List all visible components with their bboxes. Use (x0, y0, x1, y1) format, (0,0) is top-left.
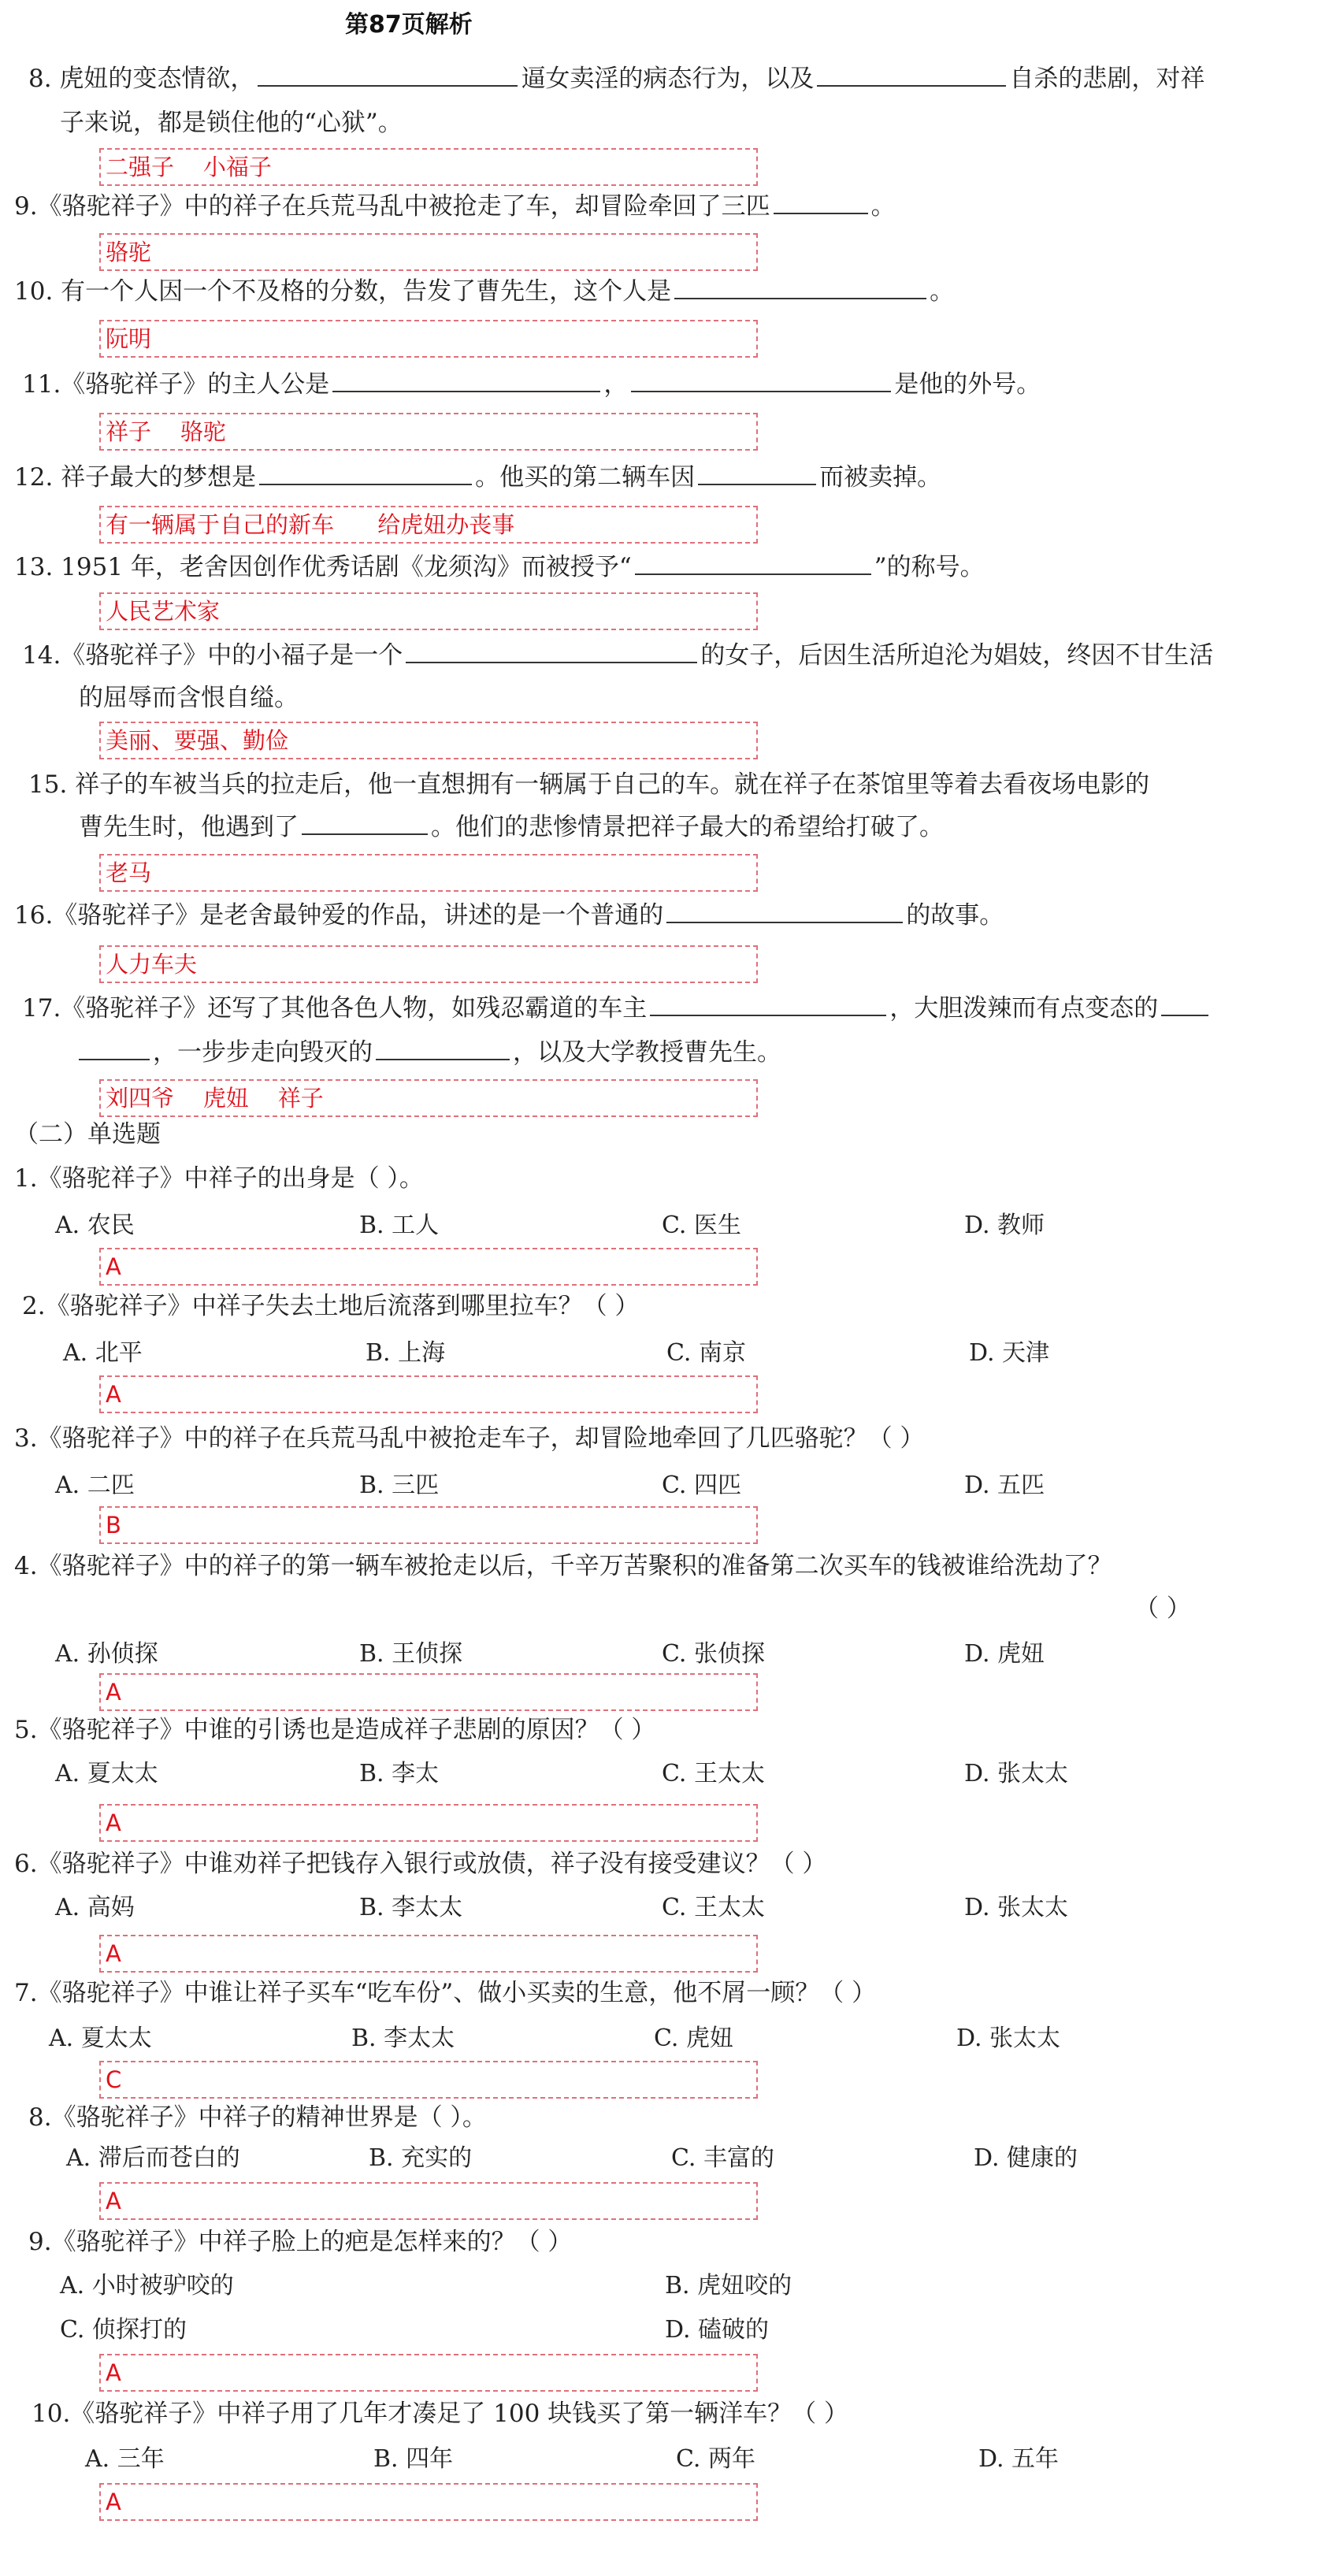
answer-box: 老马 (99, 854, 758, 892)
question-text: 。他买的第二辆车因 (475, 463, 696, 492)
answer-box: A (99, 1673, 758, 1711)
answer-box: 人民艺术家 (99, 592, 758, 630)
answer-box: A (99, 1248, 758, 1286)
question-text: 的故事。 (906, 901, 1004, 930)
question-text: 自杀的悲剧，对祥 (1009, 65, 1205, 93)
question-text: 15. 祥子的车被当兵的拉走后，他一直想拥有一辆属于自己的车。就在祥子在茶馆里等着去看夜场电影的 (28, 770, 1150, 799)
answer-box: A (99, 2182, 758, 2220)
answer-paren: （ ） (1134, 1594, 1191, 1623)
option-c: C. 王太太 (662, 1894, 765, 1921)
question-text: 12. 祥子最大的梦想是 (14, 463, 257, 492)
answer-blank (666, 900, 903, 923)
option-c: C. 侦探打的 (60, 2316, 187, 2344)
choice-question-9: 9.《骆驼祥子》中祥子脸上的疤是怎样来的？（ ） (28, 2228, 573, 2256)
answer-box: 骆驼 (99, 233, 758, 271)
answer-box: A (99, 2354, 758, 2392)
answer-blank (302, 811, 428, 835)
choice-question-7: 7.《骆驼祥子》中谁让祥子买车“吃车份”、做小买卖的生意，他不屑一顾？（ ） (14, 1979, 877, 2007)
answer-blank (698, 462, 816, 485)
answer-blank (631, 369, 891, 392)
option-a: A. 夏太太 (55, 1760, 158, 1787)
option-a: A. 滞后而苍白的 (66, 2144, 240, 2172)
option-c: C. 南京 (666, 1339, 746, 1367)
question-text: ，一步步走向毁灭的 (153, 1038, 373, 1067)
answer-blank (406, 640, 697, 663)
option-d: D. 张太太 (964, 1760, 1069, 1787)
question-10 (14, 276, 954, 307)
answer-box: 刘四爷 虎妞 祥子 (99, 1079, 758, 1117)
option-c: C. 虎妞 (654, 2025, 733, 2052)
question-9 (14, 191, 896, 222)
answer-box: A (99, 1375, 758, 1413)
question-text: 。 (930, 277, 955, 306)
question-text: 而被卖掉。 (819, 463, 942, 492)
question-17-line-2 (79, 1037, 781, 1068)
option-a: A. 夏太太 (49, 2025, 152, 2052)
option-b: B. 上海 (366, 1339, 446, 1367)
answer-box: A (99, 1804, 758, 1842)
option-c: C. 王太太 (662, 1760, 765, 1787)
answer-blank (1161, 993, 1208, 1016)
answer-box: 二强子 小福子 (99, 148, 758, 186)
choice-question-10: 10.《骆驼祥子》中祥子用了几年才凑足了 100 块钱买了第一辆洋车？（ ） (32, 2400, 849, 2428)
answer-box: 祥子 骆驼 (99, 413, 758, 451)
option-b: B. 李太 (359, 1760, 440, 1787)
option-d: D. 磕破的 (665, 2316, 770, 2344)
option-d: D. 健康的 (974, 2144, 1078, 2172)
question-text: 是他的外号。 (894, 370, 1041, 399)
answer-blank (774, 191, 868, 214)
answer-box: A (99, 2483, 758, 2521)
question-text: 子来说，都是锁住他的“心狱”。 (60, 109, 403, 137)
question-text: 16.《骆驼祥子》是老舍最钟爱的作品，讲述的是一个普通的 (14, 901, 664, 930)
question-text: 的屈辱而含恨自缢。 (79, 684, 299, 712)
question-text: 逼女卖淫的病态行为，以及 (521, 65, 815, 93)
answer-box: 有一辆属于自己的新车 给虎妞办丧事 (99, 506, 758, 544)
option-c: C. 丰富的 (671, 2144, 774, 2172)
question-text: 17.《骆驼祥子》还写了其他各色人物，如残忍霸道的车主 (22, 994, 648, 1023)
answer-blank (674, 276, 926, 299)
answer-blank (258, 63, 518, 87)
question-text: 14.《骆驼祥子》中的小福子是一个 (22, 641, 403, 670)
option-d: D. 五匹 (964, 1472, 1045, 1499)
option-b: B. 王侦探 (359, 1640, 463, 1668)
option-b: B. 工人 (359, 1212, 440, 1239)
option-a: A. 小时被驴咬的 (60, 2272, 234, 2299)
choice-question-4: 4.《骆驼祥子》中的祥子的第一辆车被抢走以后，千辛万苦聚积的准备第二次买车的钱被谁给洗劫了？ (14, 1552, 1112, 1580)
answer-box: C (99, 2061, 758, 2099)
option-a: A. 北平 (63, 1339, 143, 1367)
option-b: B. 李太太 (359, 1894, 463, 1921)
option-b: B. 充实的 (369, 2144, 473, 2172)
answer-blank (79, 1037, 150, 1060)
answer-blank (259, 462, 472, 485)
option-d: D. 天津 (969, 1339, 1050, 1367)
answer-box: B (99, 1506, 758, 1544)
question-text: 11.《骆驼祥子》的主人公是 (22, 370, 330, 399)
choice-question-6: 6.《骆驼祥子》中谁劝祥子把钱存入银行或放债，祥子没有接受建议？（ ） (14, 1850, 827, 1878)
question-11 (22, 369, 1041, 400)
option-c: C. 张侦探 (662, 1640, 765, 1668)
option-a: A. 孙侦探 (55, 1640, 158, 1668)
option-d: D. 张太太 (964, 1894, 1069, 1921)
question-text: ，大胆泼辣而有点变态的 (889, 994, 1159, 1023)
option-a: A. 高妈 (55, 1894, 135, 1921)
option-a: A. 农民 (55, 1212, 135, 1239)
question-text: 13. 1951 年，老舍因创作优秀话剧《龙须沟》而被授予“ (14, 553, 632, 581)
question-16 (14, 900, 1004, 931)
question-text: ，以及大学教授曹先生。 (513, 1038, 781, 1067)
choice-question-5: 5.《骆驼祥子》中谁的引诱也是造成祥子悲剧的原因？（ ） (14, 1716, 656, 1744)
question-text: 。 (870, 192, 896, 221)
question-13 (14, 551, 985, 583)
question-text: 9.《骆驼祥子》中的祥子在兵荒马乱中被抢走了车，却冒险牵回了三匹 (14, 192, 770, 221)
answer-blank (376, 1037, 510, 1060)
question-text: 曹先生时，他遇到了 (79, 813, 299, 841)
option-c: C. 两年 (676, 2445, 755, 2473)
option-b: B. 李太太 (351, 2025, 455, 2052)
question-text: ， (603, 370, 629, 399)
answer-box: 美丽、要强、勤俭 (99, 722, 758, 759)
answer-blank (635, 551, 871, 575)
answer-box: 人力车夫 (99, 945, 758, 983)
page-title: 第87页解析 (345, 11, 473, 39)
option-d: D. 虎妞 (964, 1640, 1045, 1668)
question-8-line-2 (60, 107, 403, 139)
option-a: A. 三年 (85, 2445, 165, 2473)
question-text: 8. 虎妞的变态情欲， (28, 65, 255, 93)
question-14-line-1 (22, 640, 1213, 671)
choice-question-8: 8.《骆驼祥子》中祥子的精神世界是（ ）。 (28, 2103, 487, 2132)
answer-blank (650, 993, 886, 1016)
question-17-line-1 (22, 993, 1212, 1024)
option-a: A. 二匹 (55, 1472, 135, 1499)
question-15-line-1 (28, 769, 1149, 800)
choice-question-2: 2.《骆驼祥子》中祥子失去土地后流落到哪里拉车？（ ） (22, 1292, 640, 1320)
question-text: ”的称号。 (874, 553, 985, 581)
question-8-line-1 (28, 63, 1204, 95)
answer-box: 阮明 (99, 320, 758, 358)
answer-blank (817, 63, 1006, 87)
option-d: D. 张太太 (956, 2025, 1061, 2052)
answer-blank (332, 369, 600, 392)
question-15-line-2 (79, 811, 944, 843)
question-text: 10. 有一个人因一个不及格的分数，告发了曹先生，这个人是 (14, 277, 672, 306)
option-b: B. 虎妞咬的 (665, 2272, 792, 2299)
option-d: D. 教师 (964, 1212, 1045, 1239)
choice-question-1: 1.《骆驼祥子》中祥子的出身是（ ）。 (14, 1164, 424, 1193)
answer-box: A (99, 1935, 758, 1973)
choice-question-3: 3.《骆驼祥子》中的祥子在兵荒马乱中被抢走车子，却冒险地牵回了几匹骆驼？（ ） (14, 1424, 925, 1453)
question-text: 。他们的悲惨情景把祥子最大的希望给打破了。 (431, 813, 944, 841)
question-14-line-2 (79, 682, 299, 714)
option-c: C. 四匹 (662, 1472, 741, 1499)
section-title: （二）单选题 (14, 1120, 161, 1149)
question-12 (14, 462, 941, 493)
option-d: D. 五年 (978, 2445, 1060, 2473)
option-c: C. 医生 (662, 1212, 741, 1239)
option-b: B. 三匹 (359, 1472, 440, 1499)
question-text: 的女子，后因生活所迫沦为娼妓，终因不甘生活 (700, 641, 1214, 670)
option-b: B. 四年 (373, 2445, 454, 2473)
